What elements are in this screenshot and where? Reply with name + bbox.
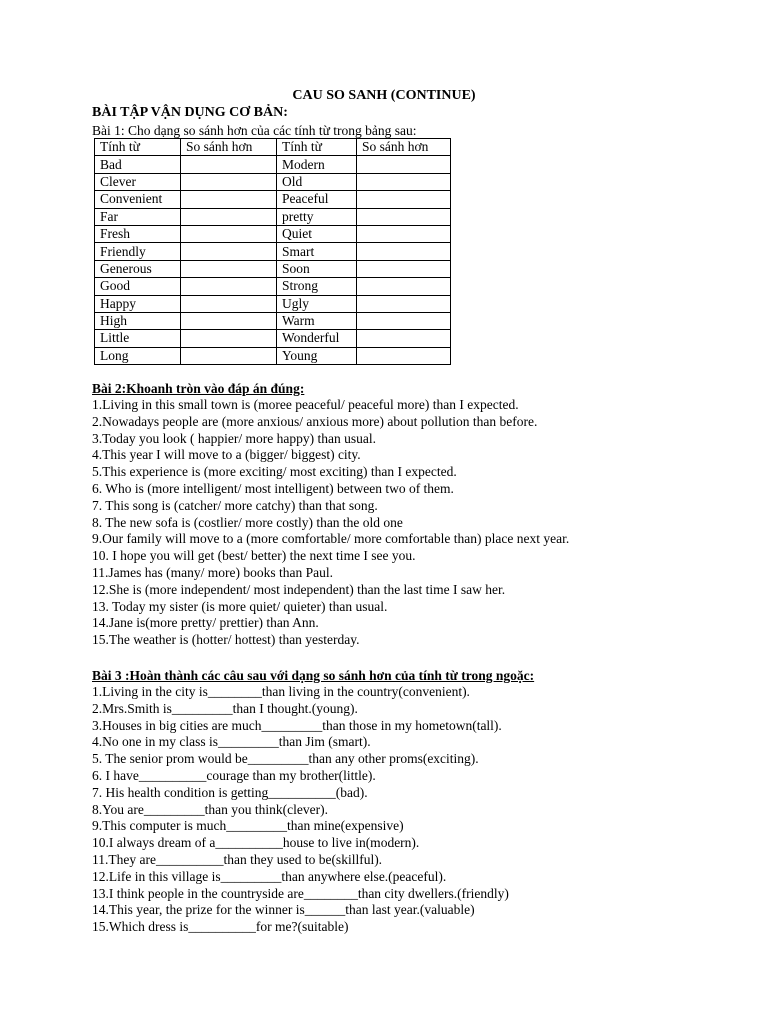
adjective-cell: Convenient [95,191,181,208]
table-header-cell: So sánh hơn [357,139,451,156]
list-item: 6. Who is (more intelligent/ most intelligent) between two of them. [92,480,454,496]
list-item: 10. I hope you will get (best/ better) the next time I see you. [92,548,416,564]
adjective-cell: High [95,312,181,329]
list-item: 13. Today my sister (is more quiet/ quieter) than usual. [92,598,388,614]
comparative-cell[interactable] [357,173,451,190]
exercise3-list [92,684,752,936]
comparative-cell[interactable] [357,295,451,312]
table-row [95,347,451,364]
list-item: 8. The new sofa is (costlier/ more costly) than the old one [92,514,403,530]
adjective-cell: Wonderful [277,330,357,347]
list-item: 3.Today you look ( happier/ more happy) than usual. [92,430,376,446]
comparative-cell[interactable] [181,191,277,208]
list-item: 12.She is (more independent/ most independent) than the last time I saw her. [92,581,506,597]
comparative-cell[interactable] [357,347,451,364]
exercise2-heading: Bài 2:Khoanh tròn vào đáp án đúng: [92,381,305,396]
list-item: 1.Living in the city is________than living in the country(convenient). [92,684,470,699]
table-row [95,312,451,329]
adjective-cell: Old [277,173,357,190]
adjective-cell: Fresh [95,225,181,242]
adjective-cell: Smart [277,243,357,260]
list-item: 2.Mrs.Smith is_________than I thought.(young). [92,700,358,716]
list-item: 15.The weather is (hotter/ hottest) than yesterday. [92,632,360,648]
exercise2-list [92,397,752,649]
adjective-cell: Little [95,330,181,347]
list-item: 11.They are__________than they used to be(skillful). [92,851,383,867]
adjective-cell: Warm [277,312,357,329]
table-row [95,243,451,260]
list-item: 11.James has (many/ more) books than Paul. [92,564,333,580]
list-item: 6. I have__________courage than my brother(little). [92,767,376,783]
list-item: 4.This year I will move to a (bigger/ biggest) city. [92,447,361,463]
table-body [95,156,451,365]
comparative-cell[interactable] [357,191,451,208]
list-item: 2.Nowadays people are (more anxious/ anxious more) about pollution than before. [92,413,538,429]
list-item: 7. His health condition is getting__________(bad). [92,784,368,800]
adjective-cell: Bad [95,156,181,173]
adjective-cell: Ugly [277,295,357,312]
list-item: 14.This year, the prize for the winner is______than last year.(valuable) [92,902,475,918]
comparative-cell[interactable] [357,243,451,260]
table-header-cell: Tính từ [277,139,357,156]
comparative-cell[interactable] [357,330,451,347]
adjective-cell: Generous [95,260,181,277]
adjective-table [94,138,451,365]
comparative-cell[interactable] [357,208,451,225]
adjective-cell: Soon [277,260,357,277]
table-row [95,225,451,242]
list-item: 5. The senior prom would be_________than any other proms(exciting). [92,751,479,767]
list-item: 15.Which dress is__________for me?(suitable) [92,919,349,935]
comparative-cell[interactable] [181,330,277,347]
adjective-cell: Peaceful [277,191,357,208]
adjective-cell: Happy [95,295,181,312]
exercise3-heading: Bài 3 :Hoàn thành các câu sau với dạng so sánh hơn của tính từ trong ngoặc: [92,668,535,683]
table-row [95,173,451,190]
adjective-cell: Clever [95,173,181,190]
adjective-cell: Modern [277,156,357,173]
table-row [95,260,451,277]
table-row [95,156,451,173]
adjective-cell: Quiet [277,225,357,242]
comparative-cell[interactable] [181,173,277,190]
table-row [95,330,451,347]
comparative-cell[interactable] [181,225,277,242]
section-subheading: BÀI TẬP VẬN DỤNG CƠ BẢN: [92,105,288,120]
list-item: 14.Jane is(more pretty/ prettier) than Ann. [92,615,319,631]
list-item: 1.Living in this small town is (moree peaceful/ peaceful more) than I expected. [92,397,519,412]
list-item: 7. This song is (catcher/ more catchy) than that song. [92,497,378,513]
list-item: 9.This computer is much_________than mine(expensive) [92,818,404,834]
comparative-cell[interactable] [181,156,277,173]
comparative-cell[interactable] [357,260,451,277]
table-header-cell: So sánh hơn [181,139,277,156]
comparative-cell[interactable] [181,312,277,329]
exercise3-section [92,667,752,936]
comparative-cell[interactable] [357,156,451,173]
table-header-cell: Tính từ [95,139,181,156]
comparative-cell[interactable] [181,208,277,225]
adjective-cell: pretty [277,208,357,225]
exercise1-prompt: Bài 1: Cho dạng so sánh hơn của các tính từ trong bảng sau: [92,123,417,138]
adjective-cell: Good [95,278,181,295]
list-item: 8.You are_________than you think(clever). [92,801,328,817]
document-title: CAU SO SANH (CONTINUE) [292,88,476,103]
table-header-row [95,139,451,156]
list-item: 4.No one in my class is_________than Jim (smart). [92,734,371,750]
adjective-cell: Friendly [95,243,181,260]
list-item: 3.Houses in big cities are much_________than those in my hometown(tall). [92,717,502,733]
comparative-cell[interactable] [357,278,451,295]
comparative-cell[interactable] [357,225,451,242]
comparative-cell[interactable] [181,260,277,277]
comparative-cell[interactable] [181,295,277,312]
adjective-cell: Strong [277,278,357,295]
comparative-cell[interactable] [181,278,277,295]
comparative-cell[interactable] [357,312,451,329]
list-item: 10.I always dream of a__________house to live in(modern). [92,835,420,851]
list-item: 5.This experience is (more exciting/ most exciting) than I expected. [92,464,457,480]
adjective-cell: Far [95,208,181,225]
table-row [95,208,451,225]
table-row [95,278,451,295]
list-item: 12.Life in this village is_________than anywhere else.(peaceful). [92,868,447,884]
comparative-cell[interactable] [181,347,277,364]
list-item: 13.I think people in the countryside are________than city dwellers.(friendly) [92,885,509,901]
exercise2-section [92,380,752,649]
comparative-cell[interactable] [181,243,277,260]
table-row [95,295,451,312]
adjective-cell: Young [277,347,357,364]
adjective-cell: Long [95,347,181,364]
table-row [95,191,451,208]
list-item: 9.Our family will move to a (more comfortable/ more comfortable than) place next year. [92,531,570,547]
